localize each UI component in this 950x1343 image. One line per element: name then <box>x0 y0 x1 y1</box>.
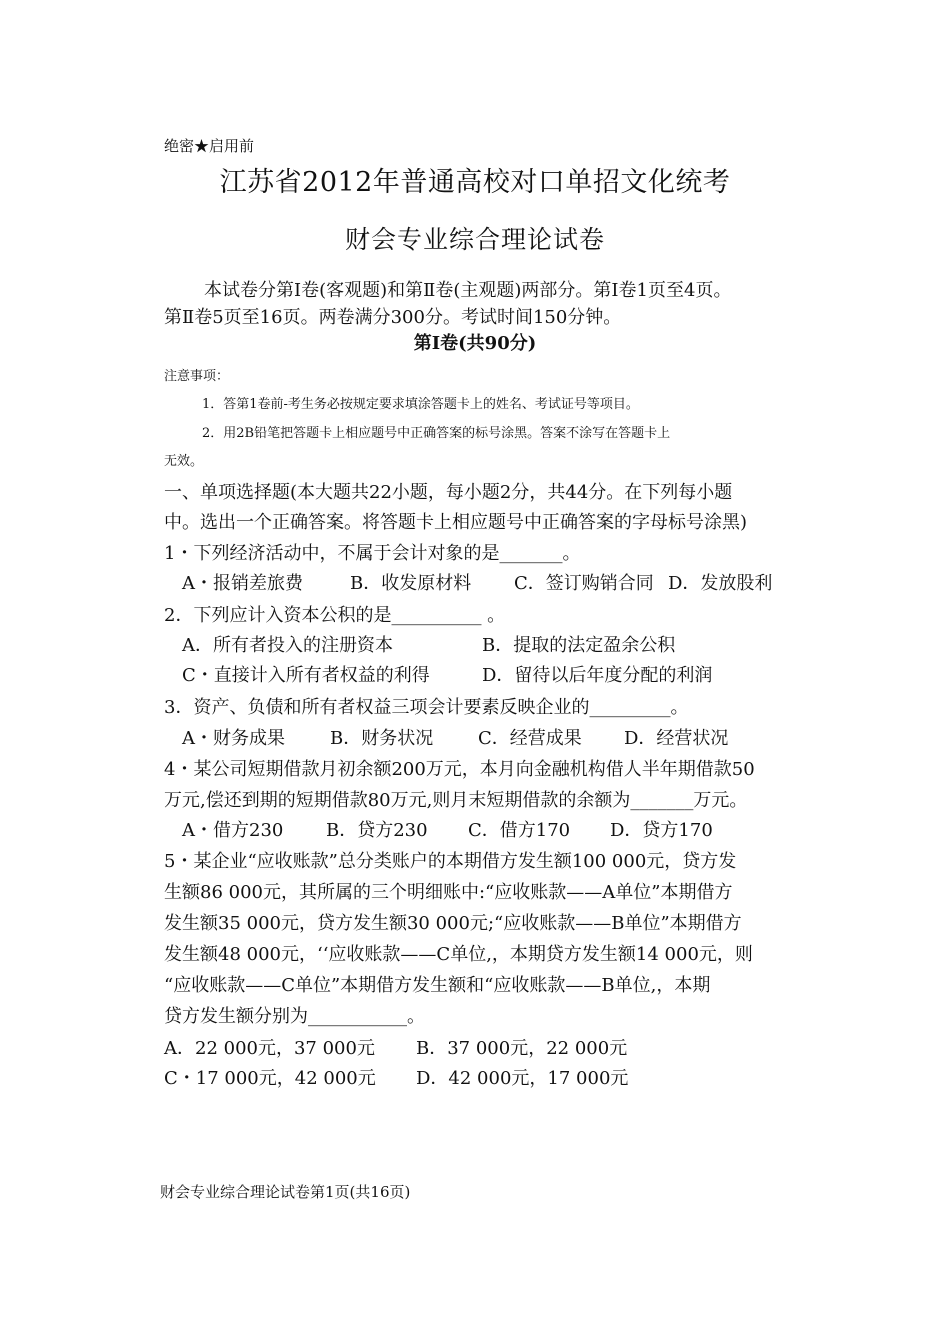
part-title: 第Ⅰ卷(共90分) <box>413 333 537 354</box>
notes-heading: 注意事项： <box>164 369 230 384</box>
note-item-1: 1．答第1卷前-考生务必按规定要求填涂答题卡上的姓名、考试证号等项目。 <box>202 397 639 412</box>
q4-option-d: D．贷方170 <box>610 820 713 841</box>
q3-stem: 3．资产、负债和所有者权益三项会计要素反映企业的_________。 <box>164 697 689 718</box>
q5-line-4: 发生额48 000元，‘‘应收账款——C单位,，本期贷方发生额14 000元，则 <box>164 944 753 965</box>
q4-option-c: C．借方170 <box>468 820 571 841</box>
note-item-2-line-1: 2．用2B铅笔把答题卡上相应题号中正确答案的标号涂黑。答案不涂写在答题卡上 <box>202 426 671 441</box>
q2-option-b: B．提取的法定盈余公积 <box>482 635 676 656</box>
section-heading-line-1: 一、单项选择题(本大题共22小题，每小题2分，共44分。在下列每小题 <box>164 482 733 503</box>
q5-line-2: 生额86 000元，其所属的三个明细账中:“应收账款——A单位”本期借方 <box>164 882 733 903</box>
q5-line-6: 贷方发生额分别为___________。 <box>164 1006 425 1027</box>
q3-option-b: B．财务状况 <box>330 728 434 749</box>
q1-option-a: A・报销差旅费 <box>182 573 303 594</box>
q3-option-d: D．经营状况 <box>624 728 729 749</box>
q1-option-b: B．收发原材料 <box>350 573 472 594</box>
q4-option-b: B．贷方230 <box>326 820 428 841</box>
section-heading-line-2: 中。选出一个正确答案。将答题卡上相应题号中正确答案的字母标号涂黑) <box>164 512 748 533</box>
intro-line-2: 第Ⅱ卷5页至16页。两卷满分300分。考试时间150分钟。 <box>164 307 622 328</box>
q5-line-1: 5・某企业“应收账款”总分类账户的本期借方发生额100 000元，贷方发 <box>164 851 737 872</box>
q5-line-5: “应收账款——C单位”本期借方发生额和“应收账款——B单位,，本期 <box>164 975 711 996</box>
q4-line-2: 万元,偿还到期的短期借款80万元,则月末短期借款的余额为_______万元。 <box>164 790 748 811</box>
q5-option-d: D．42 000元，17 000元 <box>416 1068 629 1089</box>
q3-option-c: C．经营成果 <box>478 728 582 749</box>
q5-option-a: A．22 000元，37 000元 <box>164 1038 375 1059</box>
q2-option-c: C・直接计入所有者权益的利得 <box>182 665 430 686</box>
q3-option-a: A・财务成果 <box>182 728 285 749</box>
exam-subtitle: 财会专业综合理论试卷 <box>344 225 605 254</box>
q1-stem: 1・下列经济活动中，不属于会计对象的是_______。 <box>164 543 581 564</box>
q1-option-d: D．发放股利 <box>668 573 773 594</box>
intro-line-1: 本试卷分第Ⅰ卷(客观题)和第Ⅱ卷(主观题)两部分。第Ⅰ卷1页至4页。 <box>204 280 732 301</box>
q4-line-1: 4・某公司短期借款月初余额200万元，本月向金融机构借人半年期借款50 <box>164 759 755 780</box>
q5-option-b: B．37 000元，22 000元 <box>416 1038 628 1059</box>
confidential-label: 绝密★启用前 <box>164 137 255 155</box>
exam-title: 江苏省2012年普通高校对口单招文化统考 <box>219 167 731 198</box>
page-footer: 财会专业综合理论试卷第1页(共16页) <box>160 1183 411 1201</box>
note-item-2-line-2: 无效。 <box>164 454 204 469</box>
q4-option-a: A・借方230 <box>182 820 284 841</box>
q5-option-c: C・17 000元，42 000元 <box>164 1068 376 1089</box>
q2-option-a: A．所有者投入的注册资本 <box>182 635 393 656</box>
q2-option-d: D．留待以后年度分配的利润 <box>482 665 713 686</box>
q5-line-3: 发生额35 000元，贷方发生额30 000元;“应收账款——B单位”本期借方 <box>164 913 742 934</box>
q2-stem: 2．下列应计入资本公积的是__________ 。 <box>164 605 506 626</box>
q1-option-c: C．签订购销合同 <box>514 573 654 594</box>
